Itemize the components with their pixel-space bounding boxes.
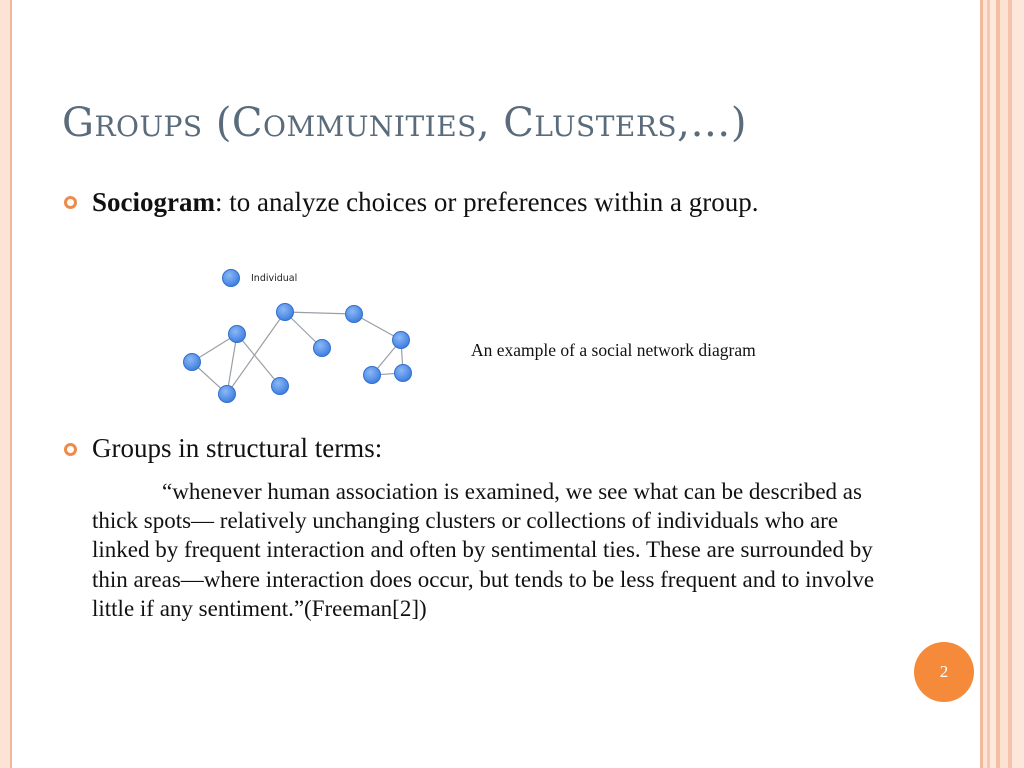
network-node bbox=[272, 378, 289, 395]
sociogram-term: Sociogram bbox=[92, 187, 215, 217]
freeman-quote: “whenever human association is examined, we see what can be described as thick spots— relatively unchanging clusters or collections of individuals who are linked by frequent interaction and often by sentimental ties. These are surrounded by thin areas—where interaction does occur, but tends to be less frequent and to involve little if any sentiment.”(Freeman[2]) bbox=[92, 479, 875, 621]
bullet-sociogram bbox=[92, 185, 882, 219]
diagram-caption: An example of a social network diagram bbox=[471, 340, 756, 360]
slide-title: Groups (Communities, Clusters,…) bbox=[62, 100, 747, 146]
bullet-structural-terms: Groups in structural terms: bbox=[92, 433, 383, 463]
edge bbox=[285, 312, 354, 314]
network-node bbox=[229, 326, 246, 343]
network-nodes bbox=[184, 270, 412, 403]
social-network-diagram bbox=[170, 260, 430, 410]
network-node bbox=[184, 354, 201, 371]
network-node bbox=[393, 332, 410, 349]
right-frame-stripes bbox=[978, 0, 1024, 768]
network-node bbox=[277, 304, 294, 321]
legend-node bbox=[223, 270, 240, 287]
sociogram-definition: : to analyze choices or preferences within a group. bbox=[214, 187, 759, 217]
network-node bbox=[314, 340, 331, 357]
network-node bbox=[346, 306, 363, 323]
left-frame-stripe bbox=[0, 0, 12, 768]
bullet-circle-icon bbox=[64, 196, 77, 209]
bullet-circle-icon bbox=[64, 443, 77, 456]
network-node bbox=[395, 365, 412, 382]
legend-label: Individual bbox=[251, 273, 298, 284]
edge bbox=[227, 334, 237, 394]
network-node bbox=[364, 367, 381, 384]
slide-number-badge: 2 bbox=[914, 642, 974, 702]
edge bbox=[237, 334, 280, 386]
network-node bbox=[219, 386, 236, 403]
